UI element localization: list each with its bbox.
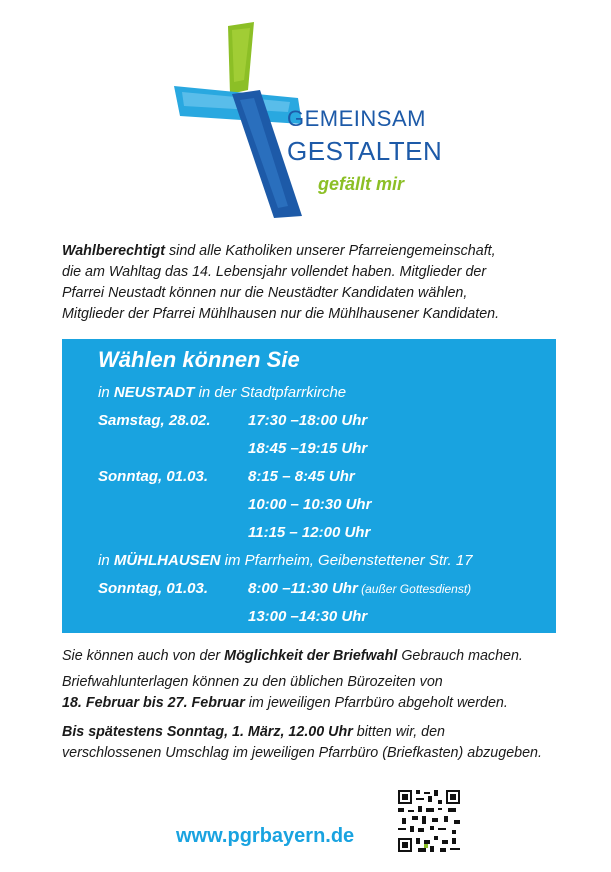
schedule-row <box>98 580 472 597</box>
logo-tagline: gefällt mir <box>318 174 405 194</box>
loc1-prefix: in <box>98 384 114 401</box>
abgabe-line2: verschlossenen Umschlag im jeweiligen Pfarrbüro (Briefkasten) abzugeben. <box>62 745 542 761</box>
intro-line2: die am Wahltag das 14. Lebensjahr vollendet haben. Mitglieder der <box>62 264 487 280</box>
intro-line3: Pfarrei Neustadt können nur die Neustädter Kandidaten wählen, <box>62 285 468 301</box>
schedule-row <box>98 608 368 625</box>
unterlagen-line1: Briefwahlunterlagen können zu den üblichen Bürozeiten von <box>62 674 443 690</box>
schedule-row <box>98 496 372 513</box>
row-time: 8:15 – 8:45 Uhr <box>248 468 355 485</box>
intro-rest: sind alle Katholiken unserer Pfarreiengemeinschaft, <box>165 243 496 259</box>
intro-line4: Mitglieder der Pfarrei Mühlhausen nur die Mühlhausener Kandidaten. <box>62 306 500 322</box>
loc2-prefix: in <box>98 552 114 569</box>
loc2-suffix: im Pfarrheim, Geibenstettener Str. 17 <box>220 552 473 569</box>
schedule-row <box>98 524 371 541</box>
loc1-place: NEUSTADT <box>113 384 195 401</box>
abgabe-bold: Bis spätestens Sonntag, 1. März, 12.00 Uhr <box>62 724 353 740</box>
row-day: Sonntag, 01.03. <box>98 468 209 485</box>
intro-paragraph <box>62 241 562 325</box>
briefwahl-bold: Möglichkeit der Briefwahl <box>224 648 398 664</box>
loc2-place: MÜHLHAUSEN <box>113 552 221 569</box>
location-neustadt <box>98 384 346 401</box>
briefwahl-paragraph <box>62 646 572 667</box>
row-day: Samstag, 28.02. <box>98 412 211 429</box>
schedule-row <box>98 412 368 429</box>
schedule-row <box>98 440 368 457</box>
logo-gemeinsam: GEMEINSAM <box>287 106 426 131</box>
row-time: 13:00 –14:30 Uhr <box>248 608 368 625</box>
unterlagen-post: im jeweiligen Pfarrbüro abgeholt werden. <box>244 695 508 711</box>
logo-gestalten: GESTALTEN <box>287 136 443 166</box>
row-time: 18:45 –19:15 Uhr <box>248 440 368 457</box>
panel-heading: Wählen können Sie <box>98 347 300 372</box>
qr-code-icon <box>398 790 460 852</box>
unterlagen-bold: 18. Februar bis 27. Februar <box>62 695 245 711</box>
schedule-row <box>98 468 355 485</box>
abgabe-paragraph <box>62 722 572 764</box>
loc1-suffix: in der Stadtpfarrkirche <box>194 384 347 401</box>
abgabe-post: bitten wir, den <box>352 724 445 740</box>
website-link[interactable]: www.pgrbayern.de <box>176 825 355 847</box>
briefwahl-pre: Sie können auch von der <box>62 648 225 664</box>
row-time-text: 8:00 –11:30 Uhr <box>248 580 358 597</box>
row-note: (außer Gottesdienst) <box>357 582 472 596</box>
row-day: Sonntag, 01.03. <box>98 580 209 597</box>
row-time: 10:00 – 10:30 Uhr <box>248 496 372 513</box>
intro-bold: Wahlberechtigt <box>62 243 166 259</box>
row-time: 11:15 – 12:00 Uhr <box>248 524 371 541</box>
location-muehlhausen <box>98 552 473 569</box>
row-time <box>248 580 471 597</box>
voting-times-panel <box>62 339 556 633</box>
row-time: 17:30 –18:00 Uhr <box>248 412 368 429</box>
unterlagen-paragraph <box>62 672 572 714</box>
briefwahl-post: Gebrauch machen. <box>397 648 523 664</box>
